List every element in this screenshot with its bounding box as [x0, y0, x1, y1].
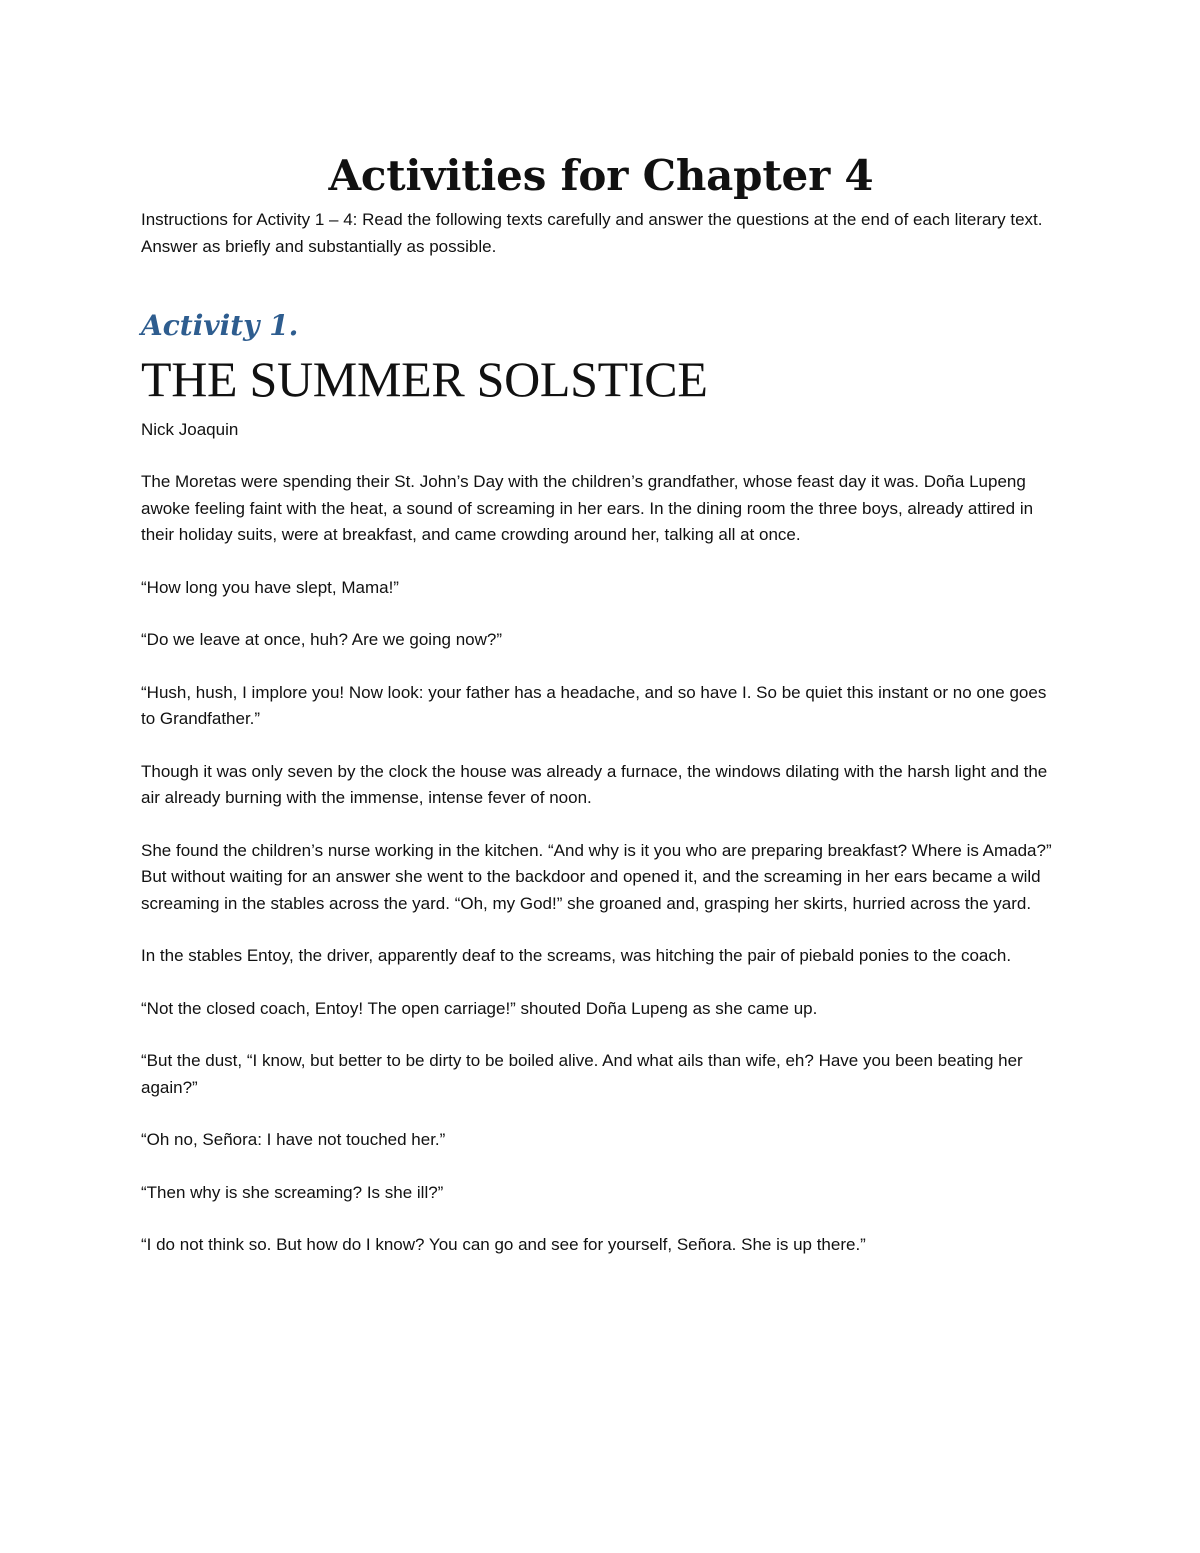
paragraph: The Moretas were spending their St. John’s Day with the children’s grandfather, whose feast day it was. Doña Lupeng awoke feeling faint with the heat, a sound of screaming in her ears. In the dining room the three boys, already attired in their holiday suits, were at breakfast, and came crowding around her, talking all at once.: [141, 472, 1034, 544]
activity-heading: Activity 1.: [141, 309, 299, 342]
paragraph: “Not the closed coach, Entoy! The open carriage!” shouted Doña Lupeng as she came up.: [141, 998, 818, 1018]
story-title: THE SUMMER SOLSTICE: [141, 351, 708, 407]
paragraph: “I do not think so. But how do I know? You can go and see for yourself, Señora. She is up there.”: [141, 1235, 866, 1254]
author-name: Nick Joaquin: [141, 420, 239, 439]
story-body: [141, 469, 1061, 1259]
paragraph: Though it was only seven by the clock the house was already a furnace, the windows dilating with the harsh light and the air already burning with the immense, intense fever of noon.: [141, 761, 1048, 807]
paragraph: “Then why is she screaming? Is she ill?”: [141, 1182, 444, 1202]
instructions-text: Instructions for Activity 1 – 4: Read the following texts carefully and answer the questions at the end of each literary text. Answer as briefly and substantially as possible.: [141, 210, 1043, 256]
paragraph: “Do we leave at once, huh? Are we going now?”: [141, 630, 503, 649]
paragraph: In the stables Entoy, the driver, apparently deaf to the screams, was hitching the pair of piebald ponies to the coach.: [141, 946, 1012, 965]
document-title: Activities for Chapter 4: [328, 151, 874, 200]
paragraph: “How long you have slept, Mama!”: [141, 577, 399, 597]
paragraph: She found the children’s nurse working in the kitchen. “And why is it you who are preparing breakfast? Where is Amada?” But without waiting for an answer she went to the backdoor and opened it, and the screaming in her ears became a wild screaming in the stables across the yard. “Oh, my God!” she groaned and, grasping her skirts, hurried across the yard.: [141, 840, 1052, 913]
paragraph: “Oh no, Señora: I have not touched her.”: [141, 1130, 446, 1149]
paragraph: “But the dust, “I know, but better to be dirty to be boiled alive. And what ails than wife, eh? Have you been beating her again?”: [141, 1051, 1023, 1097]
paragraph: “Hush, hush, I implore you! Now look: your father has a headache, and so have I. So be quiet this instant or no one goes to Grandfather.”: [141, 682, 1047, 728]
page-content: [141, 150, 1061, 1285]
